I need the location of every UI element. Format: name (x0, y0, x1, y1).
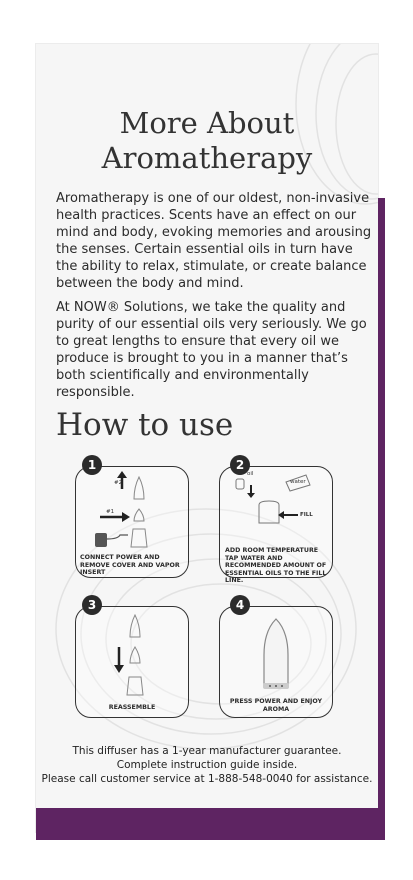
step-4-number: 4 (230, 595, 250, 615)
label-1: #1 (106, 509, 115, 515)
step-2-caption: ADD ROOM TEMPERATURE TAP WATER AND RECOMMENDED AMOUNT OF ESSENTIAL OILS TO THE FILL LINE. (225, 547, 327, 584)
step-3-number: 3 (82, 595, 102, 615)
step-3-illustration (76, 607, 188, 717)
intro-paragraph: Aromatherapy is one of our oldest, non-invasive health practices. Scents have an effect on our mind and body, evoking memories and arousing the senses. Certain essential oils in turn have the ability to relax, stimulate, or create balance between the body and mind. (56, 191, 372, 291)
purple-side-bar (378, 198, 385, 832)
water-label: water (290, 479, 306, 485)
step-4-box (219, 606, 333, 718)
title-line-2: Aromatherapy (101, 141, 313, 175)
purple-bottom-bar (36, 808, 385, 840)
step-3-box (75, 606, 189, 718)
oil-label: oil (247, 471, 254, 477)
step-3-caption: REASSEMBLE (108, 704, 156, 711)
step-1-number: 1 (82, 455, 102, 475)
step-4-caption: PRESS POWER AND ENJOY AROMA (229, 698, 323, 713)
page-title (36, 106, 378, 176)
customer-service-text: Please call customer service at 1-888-548-0040 for assistance. (41, 773, 373, 785)
guarantee-text: This diffuser has a 1-year manufacturer guarantee. (72, 745, 342, 757)
quality-paragraph: At NOW® Solutions, we take the quality and purity of our essential oils very seriously. We go to great lengths to ensure that every oil we produce is brought to you in a manner that’s both scientifically and environmentally responsible. (56, 300, 367, 400)
fill-label: FILL (300, 512, 313, 518)
how-to-use-heading: How to use (56, 407, 234, 443)
step-1-box (75, 466, 189, 578)
step-1-caption: CONNECT POWER AND REMOVE COVER AND VAPOR INSERT (80, 554, 180, 576)
label-2: #2 (114, 480, 123, 486)
step-2-box (219, 466, 333, 584)
title-line-1: More About (119, 106, 295, 140)
step-2-number: 2 (230, 455, 250, 475)
guide-text: Complete instruction guide inside. (116, 759, 298, 771)
